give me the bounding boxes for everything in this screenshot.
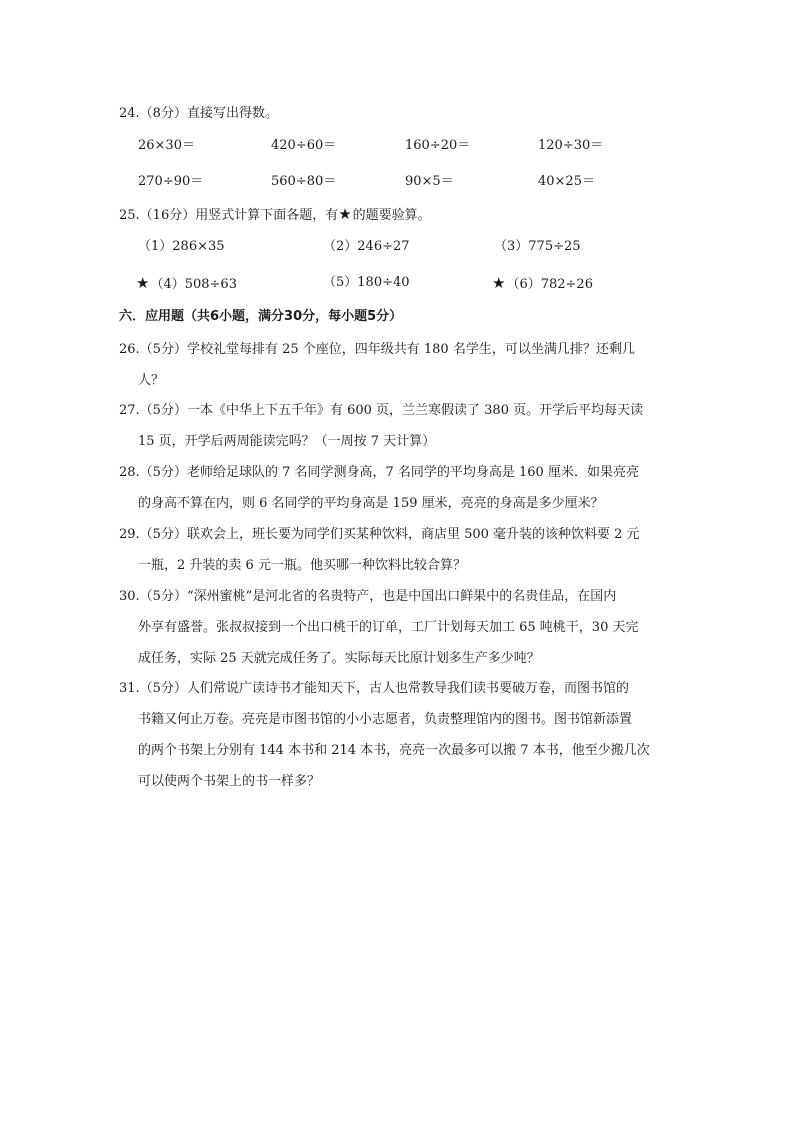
q25-title — [119, 204, 431, 226]
q24-item: 90×5＝ — [405, 174, 454, 189]
star-icon: ★ — [338, 205, 352, 223]
q25-calc-grid — [138, 237, 658, 309]
q25-item — [494, 237, 581, 257]
problem-line: 27.（5分）一本《中华上下五千年》有 600 页，兰兰寒假读了 380 页。开学后平均每天读 — [119, 403, 644, 418]
problem-line: 28.（5分）老师给足球队的 7 名同学测身高，7 名同学的平均身高是 160 厘米．如果亮亮 — [119, 465, 639, 480]
problem-29 — [119, 519, 675, 581]
star-icon: ★ — [492, 274, 506, 292]
q24-title: 24.（8分）直接写出得数。 — [119, 106, 278, 121]
q25-item-text: （1）286×35 — [138, 239, 225, 254]
problem-line: 15 页，开学后两周能读完吗？（一周按 7 天计算） — [138, 434, 436, 449]
problem-line: 30.（5分）“深州蜜桃”是河北省的名贵特产，也是中国出口鲜果中的名贵佳品，在国内 — [119, 589, 617, 604]
q24-item: 270÷90＝ — [138, 174, 204, 189]
q24-item: 560÷80＝ — [271, 174, 337, 189]
problem-line: 人？ — [138, 373, 165, 388]
section-heading: 六．应用题（共6小题，满分30分，每小题5分） — [119, 309, 403, 324]
q25-item — [138, 237, 225, 257]
q25-item — [323, 273, 410, 293]
problem-31 — [119, 673, 675, 797]
problem-line: 成任务，实际 25 天就完成任务了。实际每天比原计划多生产多少吨？ — [138, 651, 540, 666]
q25-row-2 — [138, 273, 658, 309]
problem-line: 的身高不算在内，则 6 名同学的平均身高是 159 厘米，亮亮的身高是多少厘米？ — [138, 496, 604, 511]
problem-line: 26.（5分）学校礼堂每排有 25 个座位，四年级共有 180 名学生，可以坐满几排？还剩几 — [119, 342, 635, 357]
q25-item-text: （5）180÷40 — [323, 275, 410, 290]
q25-item-text: （6）782÷26 — [506, 277, 593, 292]
problem-28 — [119, 457, 675, 519]
problem-26 — [119, 334, 675, 396]
q25-item-text: （2）246÷27 — [323, 239, 410, 254]
q24-item: 160÷20＝ — [405, 138, 471, 153]
q24-row-2 — [138, 172, 658, 208]
q25-row-1 — [138, 237, 658, 273]
q25-item-text: （3）775÷25 — [494, 239, 581, 254]
problem-line: 一瓶，2 升装的卖 6 元一瓶。他买哪一种饮料比较合算？ — [138, 558, 466, 573]
q24-row-1 — [138, 136, 658, 172]
problem-line: 外享有盛誉。张叔叔接到一个出口桃干的订单，工厂计划每天加工 65 吨桃干，30 天完 — [138, 620, 639, 635]
problem-line: 书籍又何止万卷。亮亮是市图书馆的小小志愿者，负责整理馆内的图书。图书馆新添置 — [138, 712, 633, 727]
q25-title-post: 的题要验算。 — [352, 208, 431, 223]
q25-title-pre: 25.（16分）用竖式计算下面各题，有 — [119, 208, 339, 223]
star-icon: ★ — [136, 274, 150, 292]
q24-item: 120÷30＝ — [538, 138, 604, 153]
problem-line: 29.（5分）联欢会上，班长要为同学们买某种饮料，商店里 500 毫升装的该种饮料要 2 元 — [119, 527, 640, 542]
q24-item: 26×30＝ — [138, 138, 195, 153]
q25-item — [323, 237, 410, 257]
problem-line: 的两个书架上分别有 144 本书和 214 本书，亮亮一次最多可以搬 7 本书，他至少搬几次 — [138, 743, 650, 758]
problem-30 — [119, 581, 675, 674]
q24-mental-math-grid — [138, 136, 658, 208]
problem-27 — [119, 395, 675, 457]
q24-item: 420÷60＝ — [271, 138, 337, 153]
q24-item: 40×25＝ — [538, 174, 595, 189]
q25-item — [492, 273, 593, 295]
q25-item — [136, 273, 237, 295]
q25-item-text: （4）508÷63 — [150, 277, 237, 292]
problem-line: 31.（5分）人们常说广读诗书才能知天下，古人也常教导我们读书要破万卷，而图书馆的 — [119, 681, 629, 696]
problem-line: 可以使两个书架上的书一样多？ — [138, 774, 321, 789]
